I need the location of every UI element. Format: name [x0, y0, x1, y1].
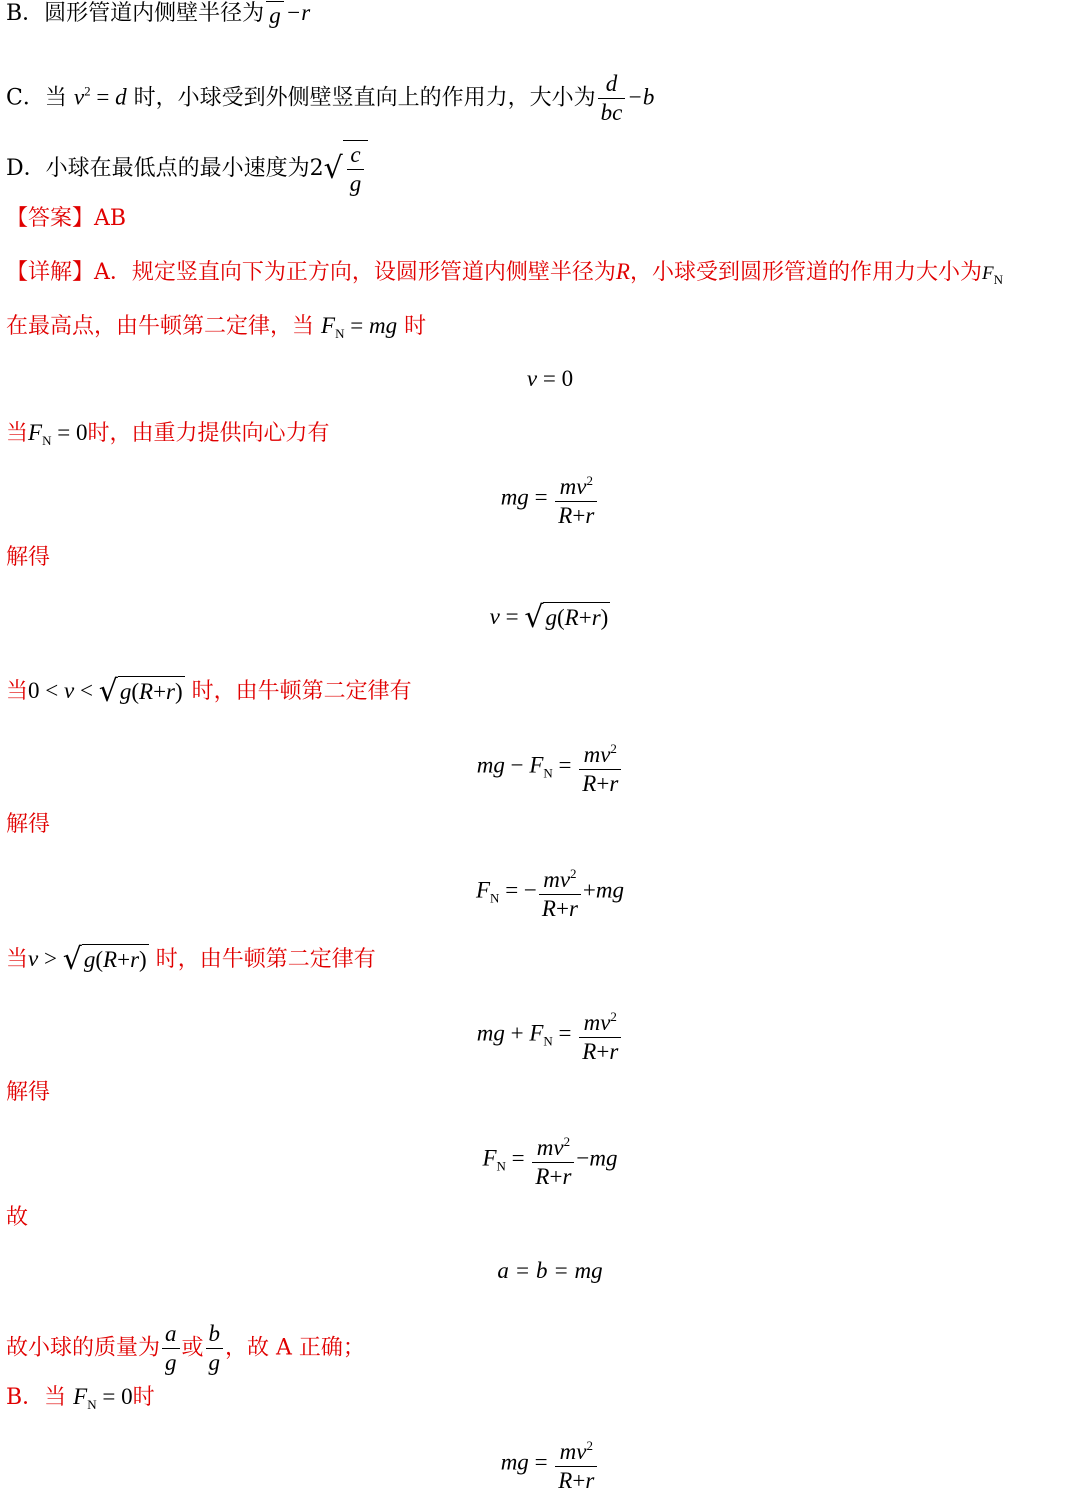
equation-case-2: mg + $F_N$ = $\frac{mv^2}{R+r}$ — [0, 1003, 1080, 1066]
equation-case-1: mg − $F_N$ = $\frac{mv^2}{R+r}$ — [0, 735, 1080, 798]
jiede-2: 解得 — [6, 812, 51, 837]
detail-line-3: 当$F_N = 0$时，由重力提供向心力有 — [6, 420, 330, 448]
answer-line: 【答案】AB — [6, 206, 127, 231]
equation-v-critical: v = √g(R+r) — [489, 600, 609, 635]
equation-a-b-mg: a = b = mg — [497, 1258, 603, 1283]
gu-line: 故 — [6, 1205, 29, 1230]
option-d: D．小球在最低点的最小速度为2√ $\frac{c}{g}$ — [6, 140, 368, 198]
detail-line-2: 在最高点，由牛顿第二定律，当 $F_N$ = mg 时 — [6, 313, 427, 341]
detail-line-5: 当0 < v < √g(R+r) 时，由牛顿第二定律有 — [6, 674, 412, 709]
detail-b-line: B．当 $F_N = 0$时 — [6, 1384, 155, 1412]
jiede-1: 解得 — [6, 545, 51, 570]
option-b: B．圆形管道内侧壁半径为 g −r — [6, 0, 310, 30]
jiede-3: 解得 — [6, 1080, 51, 1105]
equation-gravity-centripetal: mg = $\frac{mv^2}{R+r}$ — [0, 467, 1080, 530]
mass-line: 故小球的质量为 $\frac{a}{g}$ 或 $\frac{b}{g}$ ，故 A 正确； — [6, 1321, 365, 1375]
option-c: C．当 $v^2 = d$ 时，小球受到外侧壁竖直向上的作用力，大小为 $\frac{d}{bc}$ −b — [6, 71, 655, 125]
equation-fn-2: $F_N$ = $\frac{mv^2}{R+r}$ −mg — [0, 1128, 1080, 1191]
detail-line-7: 当v > √g(R+r) 时，由牛顿第二定律有 — [6, 942, 376, 977]
detail-line-1: 【详解】A．规定竖直向下为正方向，设圆形管道内侧壁半径为R，小球受到圆形管道的作用力大小为$F_N$ — [6, 259, 1003, 287]
equation-v-zero: v = 0 — [526, 366, 574, 391]
equation-fn-1: $F_N$ = − $\frac{mv^2}{R+r}$ +mg — [0, 860, 1080, 923]
equation-b-gravity: mg = $\frac{mv^2}{R+r}$ — [0, 1432, 1080, 1495]
